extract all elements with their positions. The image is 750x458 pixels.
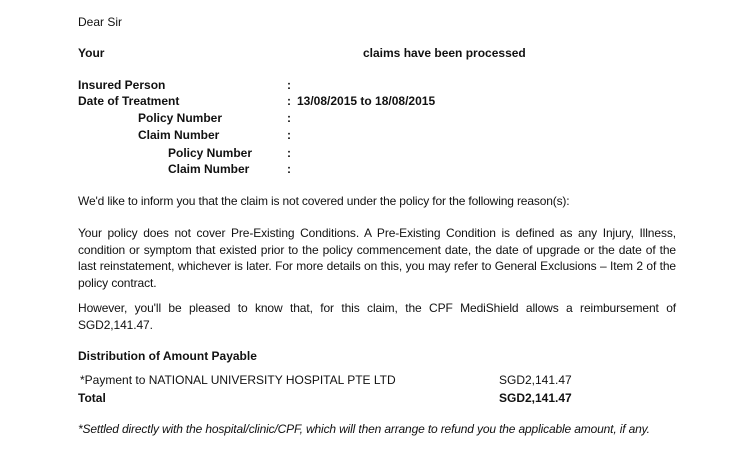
detail-label-policy-number-2: Policy Number bbox=[168, 146, 253, 160]
payment-row-label: *Payment to NATIONAL UNIVERSITY HOSPITAL PTE LTD bbox=[80, 373, 396, 387]
salutation: Dear Sir bbox=[78, 15, 123, 29]
detail-label-insured-person: Insured Person bbox=[78, 78, 166, 92]
distribution-heading: Distribution of Amount Payable bbox=[78, 349, 257, 363]
detail-label-date-of-treatment: Date of Treatment bbox=[78, 94, 180, 108]
intro-paragraph: We'd like to inform you that the claim is not covered under the policy for the following reason(s): bbox=[78, 194, 570, 208]
total-label: Total bbox=[78, 391, 106, 405]
total-amount: SGD2,141.47 bbox=[499, 391, 572, 405]
reason-paragraph: Your policy does not cover Pre-Existing Conditions. A Pre-Existing Condition is defined as any Injury, Illness, condition or symptom that existed prior to the policy commencement date, the date of upgrade or the date of the last reinstatement, whichever is later. For more details on this, you may refer to General Exclusions – Item 2 of the policy contract. bbox=[78, 226, 676, 290]
detail-sep: : bbox=[287, 111, 291, 125]
detail-sep: : bbox=[287, 146, 291, 160]
payment-row-amount: SGD2,141.47 bbox=[499, 373, 572, 387]
detail-sep: : bbox=[287, 78, 291, 92]
subject-claims-processed: claims have been processed bbox=[363, 46, 526, 60]
detail-sep: : bbox=[287, 128, 291, 142]
detail-label-policy-number-1: Policy Number bbox=[138, 111, 223, 125]
detail-label-claim-number-2: Claim Number bbox=[168, 162, 250, 176]
footnote: *Settled directly with the hospital/clinic/CPF, which will then arrange to refund you the applicable amount, if any. bbox=[78, 422, 650, 436]
detail-label-claim-number-1: Claim Number bbox=[138, 128, 220, 142]
subject-your: Your bbox=[78, 46, 105, 60]
detail-sep: : bbox=[287, 162, 291, 176]
detail-sep: : bbox=[287, 94, 291, 108]
reimbursement-paragraph: However, you'll be pleased to know that, for this claim, the CPF MediShield allows a reimbursement of SGD2,141.47. bbox=[78, 301, 676, 332]
detail-value-date-of-treatment: 13/08/2015 to 18/08/2015 bbox=[297, 94, 436, 108]
